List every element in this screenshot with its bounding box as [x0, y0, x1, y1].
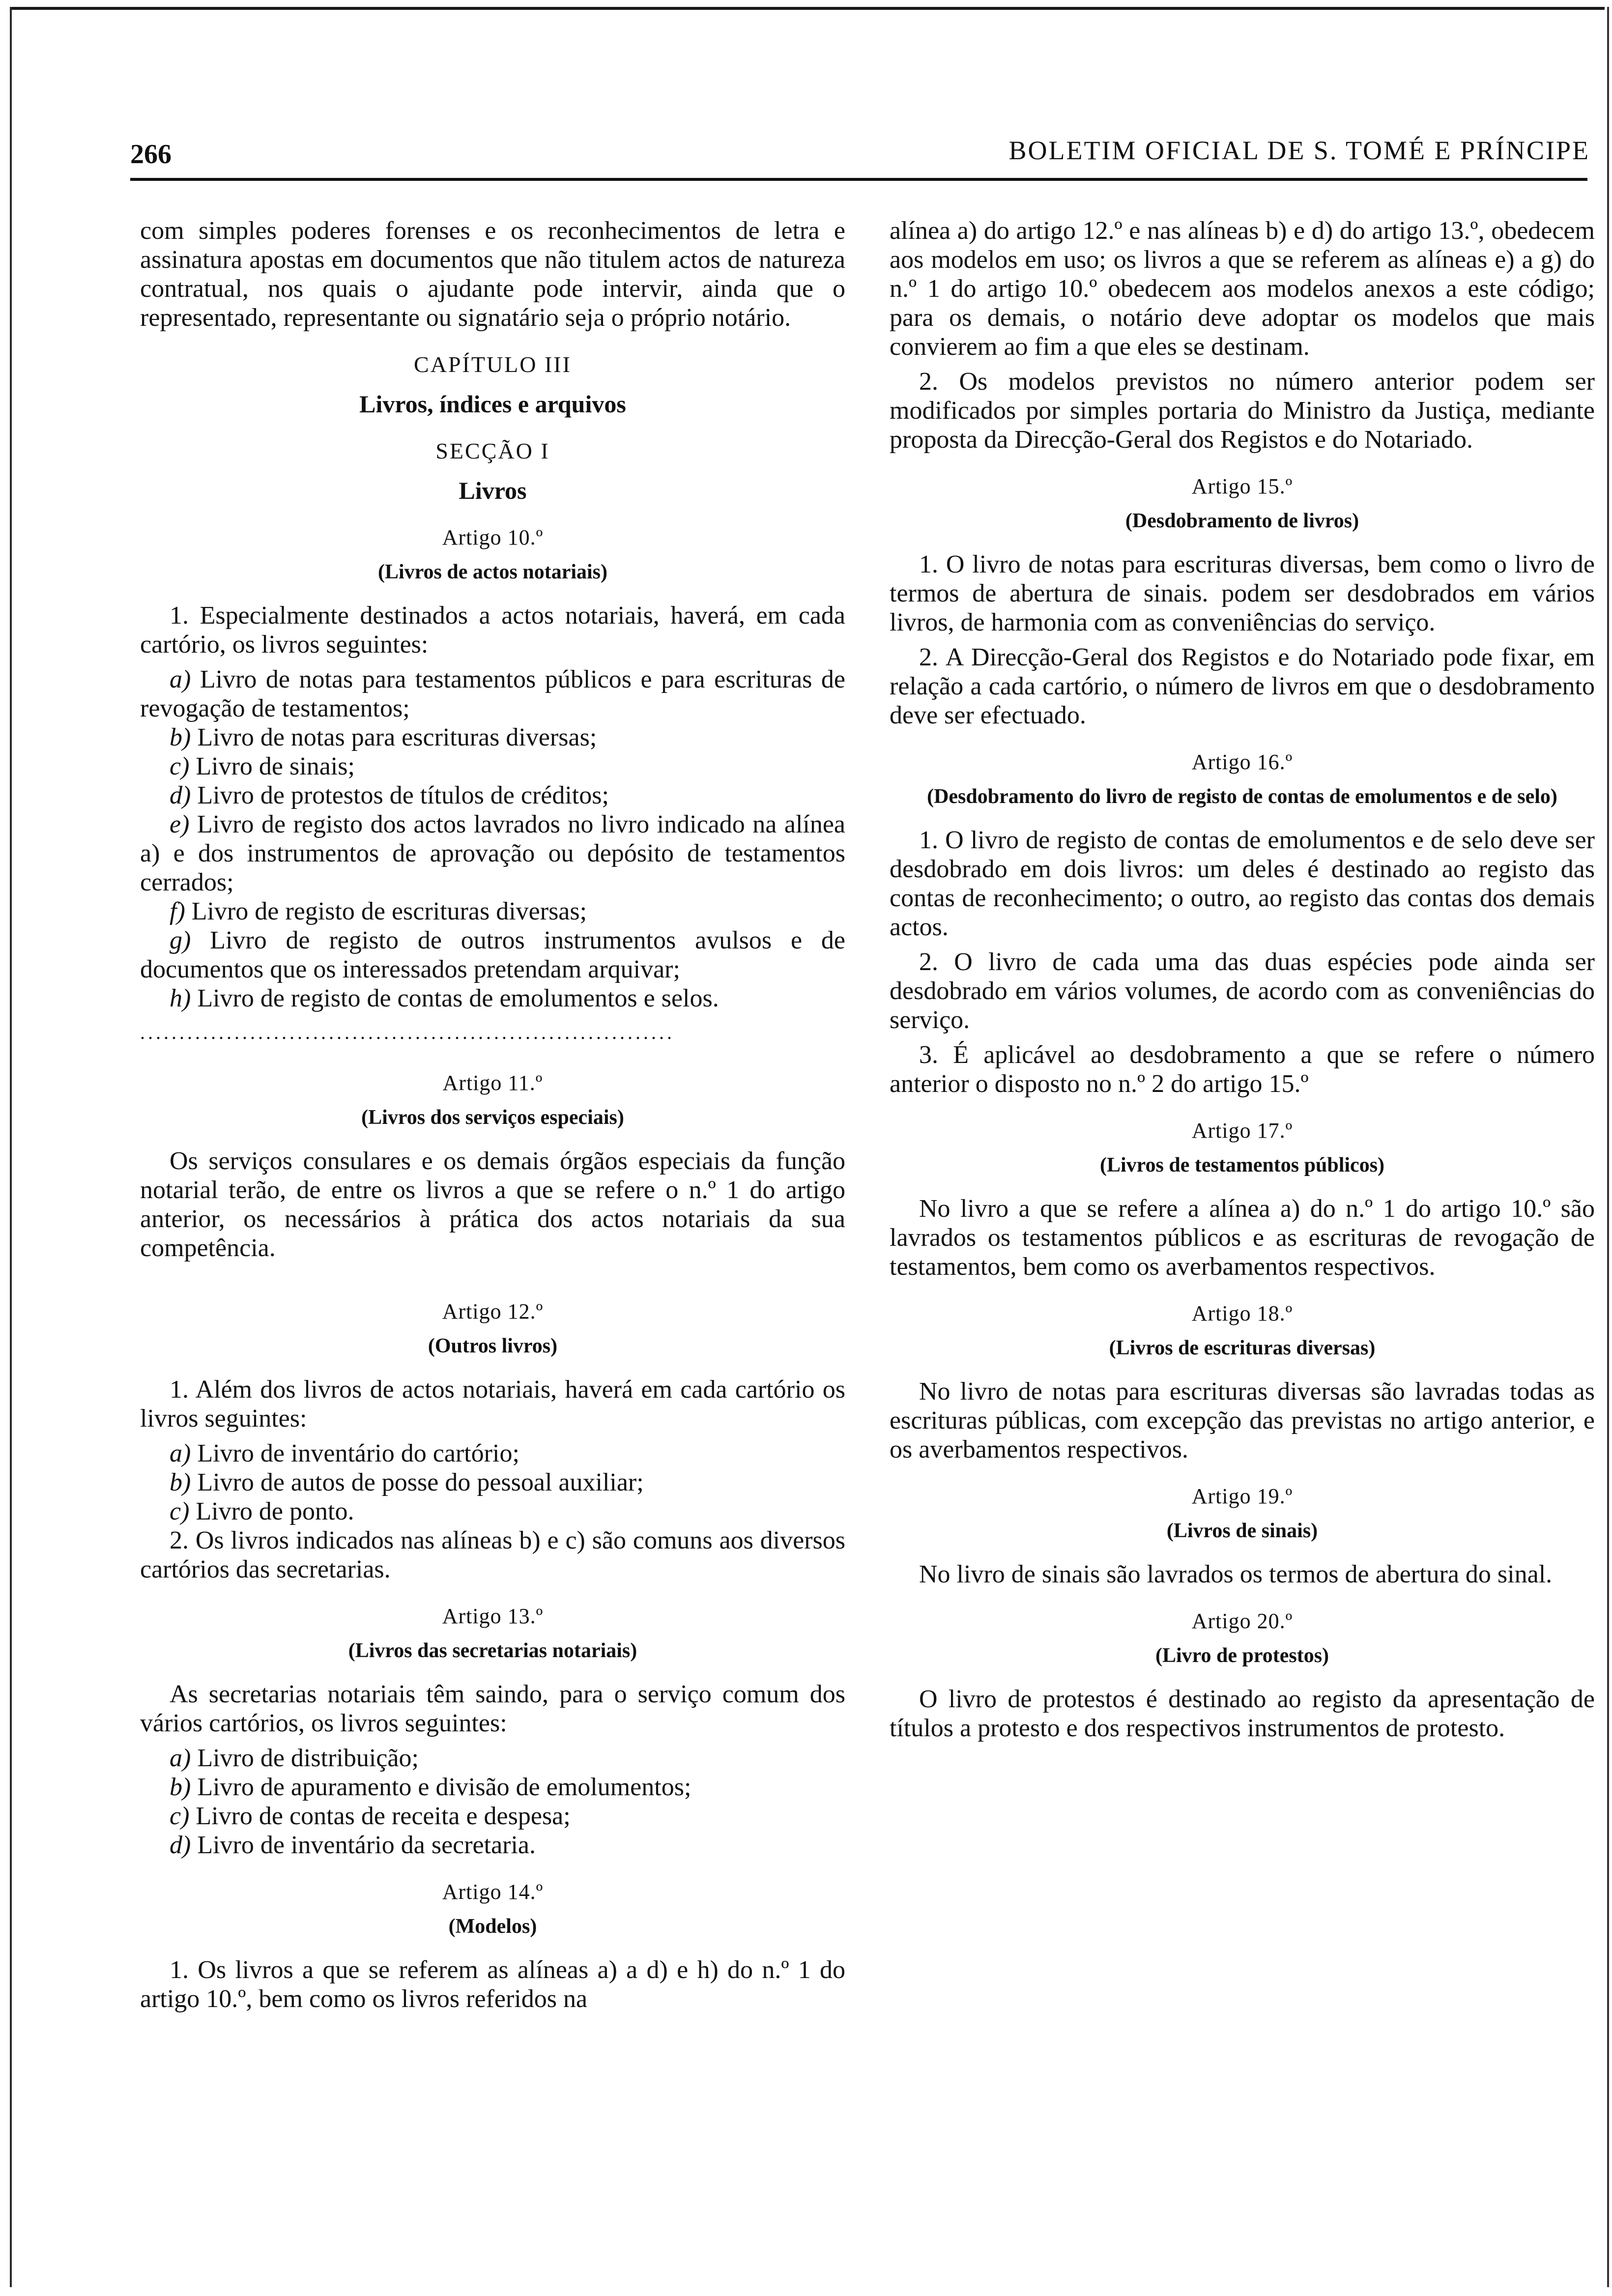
article-15-title: Artigo 15.º [1191, 474, 1293, 498]
article-14-continuation: alínea a) do artigo 12.º e nas alíneas b) e d) do artigo 13.º, obedecem aos modelos em uso; os livros a que se referem as alíneas e) a g) do n.º 1 do artigo 10.º obedecem aos modelos anexos a este código; para os demais, o notário deve adoptar os modelos que mais convierem ao fim a que eles se destinam. [890, 217, 1595, 361]
article-11-title: Artigo 11.º [442, 1071, 543, 1095]
article-18-paragraph-1: No livro de notas para escrituras diversas são lavradas todas as escrituras públicas, com excepção das previstas no artigo anterior, e os averbamentos respectivos. [890, 1378, 1595, 1464]
article-10-list [140, 665, 845, 1013]
section-title: Livros [459, 477, 527, 504]
article-20-paragraph-1: O livro de protestos é destinado ao registo da apresentação de títulos a protesto e dos respectivos instrumentos de protesto. [890, 1685, 1595, 1742]
left-border-line [10, 7, 12, 2287]
right-column [890, 216, 1595, 1749]
right-border-line [1607, 7, 1609, 2287]
article-14-paragraph-2: 2. Os modelos previstos no número anterior podem ser modificados por simples portaria do Ministro da Justiça, mediante proposta da Direcção-Geral dos Registos e do Notariado. [890, 368, 1595, 454]
chapter-heading: CAPÍTULO III [414, 352, 572, 377]
article-13-list [140, 1744, 845, 1860]
article-10-epigraph: (Livros de actos notariais) [377, 561, 608, 583]
article-18-title: Artigo 18.º [1191, 1301, 1293, 1325]
article-14-epigraph: (Modelos) [448, 1915, 537, 1938]
article-18-epigraph: (Livros de escrituras diversas) [1109, 1337, 1376, 1359]
article-19-title: Artigo 19.º [1191, 1484, 1293, 1508]
article-16-paragraph-3: 3. É aplicável ao desdobramento a que se refere o número anterior o disposto no n.º 2 do artigo 15.º [890, 1041, 1595, 1098]
article-10-paragraph-1: 1. Especialmente destinados a actos notariais, haverá, em cada cartório, os livros seguintes: [140, 602, 845, 659]
article-12-title: Artigo 12.º [442, 1299, 544, 1323]
article-13-title: Artigo 13.º [442, 1604, 544, 1628]
article-12-paragraph-2: 2. Os livros indicados nas alíneas b) e c) são comuns aos diversos cartórios das secretarias. [140, 1526, 845, 1583]
left-column [140, 216, 845, 2019]
list-item: f) Livro de registo de escrituras diversas; [170, 897, 587, 925]
article-16-title: Artigo 16.º [1191, 750, 1293, 774]
article-15-epigraph: (Desdobramento de livros) [1125, 510, 1359, 532]
article-14-title: Artigo 14.º [442, 1880, 544, 1904]
article-15-paragraph-1: 1. O livro de notas para escrituras diversas, bem como o livro de termos de abertura de sinais. podem ser desdobrados em vários livros, de harmonia com as conveniências do serviço. [890, 550, 1595, 636]
article-10-title: Artigo 10.º [442, 525, 544, 549]
list-item: c) Livro de ponto. [170, 1497, 354, 1525]
article-16-epigraph: (Desdobramento do livro de registo de contas de emolumentos e de selo) [927, 785, 1557, 808]
list-item: b) Livro de notas para escrituras diversas; [170, 723, 597, 751]
article-12-epigraph: (Outros livros) [428, 1335, 558, 1357]
article-17-title: Artigo 17.º [1191, 1119, 1293, 1143]
list-item: a) Livro de notas para testamentos públicos e para escrituras de revogação de testamentos; [140, 665, 845, 722]
dotted-separator: .................................................................... [140, 1021, 675, 1043]
list-item: d) Livro de inventário da secretaria. [170, 1831, 536, 1859]
article-13-paragraph-1: As secretarias notariais têm saindo, para o serviço comum dos vários cartórios, os livros seguintes: [140, 1680, 845, 1737]
intro-paragraph: com simples poderes forenses e os reconhecimentos de letra e assinatura apostas em documentos que não titulem actos de natureza contratual, nos quais o ajudante pode intervir, ainda que o representado, representante ou signatário seja o próprio notário. [140, 217, 845, 332]
article-16-paragraph-2: 2. O livro de cada uma das duas espécies pode ainda ser desdobrado em vários volumes, de acordo com as conveniências do serviço. [890, 948, 1595, 1034]
article-12-paragraph-1: 1. Além dos livros de actos notariais, haverá em cada cartório os livros seguintes: [140, 1376, 845, 1433]
list-item: h) Livro de registo de contas de emolumentos e selos. [170, 984, 719, 1012]
article-11-paragraph-1: Os serviços consulares e os demais órgãos especiais da função notarial terão, de entre os livros a que se refere o n.º 1 do artigo anterior, os necessários à prática dos actos notariais da sua competência. [140, 1147, 845, 1262]
top-border-line [10, 7, 1605, 10]
publication-title: BOLETIM OFICIAL DE S. TOMÉ E PRÍNCIPE [1008, 136, 1590, 165]
list-item: c) Livro de sinais; [170, 752, 355, 780]
article-19-epigraph: (Livros de sinais) [1166, 1520, 1318, 1542]
article-16-paragraph-1: 1. O livro de registo de contas de emolumentos e de selo deve ser desdobrado em dois livros: um deles é destinado ao registo das contas de reconhecimento; o outro, ao registo das contas dos demais actos. [890, 826, 1595, 941]
list-item: d) Livro de protestos de títulos de créditos; [170, 781, 609, 809]
section-heading: SECÇÃO I [435, 438, 550, 463]
list-item: a) Livro de distribuição; [170, 1744, 419, 1772]
list-item: b) Livro de autos de posse do pessoal auxiliar; [170, 1468, 644, 1496]
article-14-paragraph-1: 1. Os livros a que se referem as alíneas a) a d) e h) do n.º 1 do artigo 10.º, bem como os livros referidos na [140, 1956, 845, 2013]
article-11-epigraph: (Livros dos serviços especiais) [361, 1106, 624, 1129]
article-20-epigraph: (Livro de protestos) [1155, 1644, 1329, 1667]
article-13-epigraph: (Livros das secretarias notariais) [348, 1639, 637, 1662]
article-15-paragraph-2: 2. A Direcção-Geral dos Registos e do Notariado pode fixar, em relação a cada cartório, o número de livros em que o desdobramento deve ser efectuado. [890, 643, 1595, 729]
list-item: b) Livro de apuramento e divisão de emolumentos; [170, 1773, 691, 1801]
article-20-title: Artigo 20.º [1191, 1609, 1293, 1633]
header-rule [130, 178, 1587, 181]
article-12-list [140, 1439, 845, 1526]
list-item: c) Livro de contas de receita e despesa; [170, 1802, 571, 1830]
page-number: 266 [130, 139, 172, 170]
list-item: g) Livro de registo de outros instrumentos avulsos e de documentos que os interessados pretendam arquivar; [140, 926, 845, 983]
list-item: e) Livro de registo dos actos lavrados no livro indicado na alínea a) e dos instrumentos de aprovação ou depósito de testamentos cerrados; [140, 810, 845, 896]
article-17-paragraph-1: No livro a que se refere a alínea a) do n.º 1 do artigo 10.º são lavrados os testamentos públicos e as escrituras de revogação de testamentos, bem como os averbamentos respectivos. [890, 1195, 1595, 1281]
chapter-title: Livros, índices e arquivos [359, 390, 626, 418]
list-item: a) Livro de inventário do cartório; [170, 1439, 519, 1467]
article-19-paragraph-1: No livro de sinais são lavrados os termos de abertura do sinal. [919, 1560, 1553, 1588]
article-17-epigraph: (Livros de testamentos públicos) [1099, 1154, 1385, 1177]
